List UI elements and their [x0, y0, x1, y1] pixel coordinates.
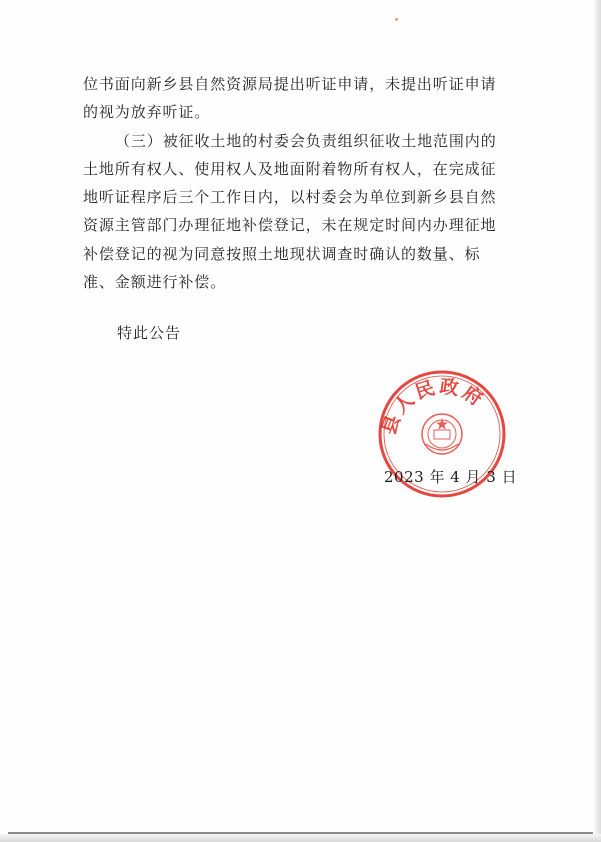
closing-remark: 特此公告 [117, 324, 182, 342]
paragraph-item-3: （三）被征收土地的村委会负责组织征收土地范围内的土地所有权人、使用权人及地面附着物所有权人，在完成征地听证程序后三个工作日内，以村委会为单位到新乡县自然资源主管部门办理征地补偿登记，未在规定时间内办理征地补偿登记的视为同意按照土地现状调查时确认的数量、标准、金额进行补偿。 [83, 131, 497, 292]
body-text [83, 70, 509, 296]
seal-text: 县人民政府 [378, 375, 489, 438]
paragraph-continuation: 位书面向新乡县自然资源局提出听证申请，未提出听证申请的视为放弃听证。 [83, 75, 497, 122]
page-edge-bottom [0, 834, 601, 842]
national-emblem-icon [422, 414, 462, 454]
svg-text:县人民政府 [378, 374, 490, 437]
scan-speck [395, 18, 398, 21]
issue-date: 2023 年 4 月 3 日 [384, 468, 518, 486]
page-edge-right [595, 0, 601, 842]
